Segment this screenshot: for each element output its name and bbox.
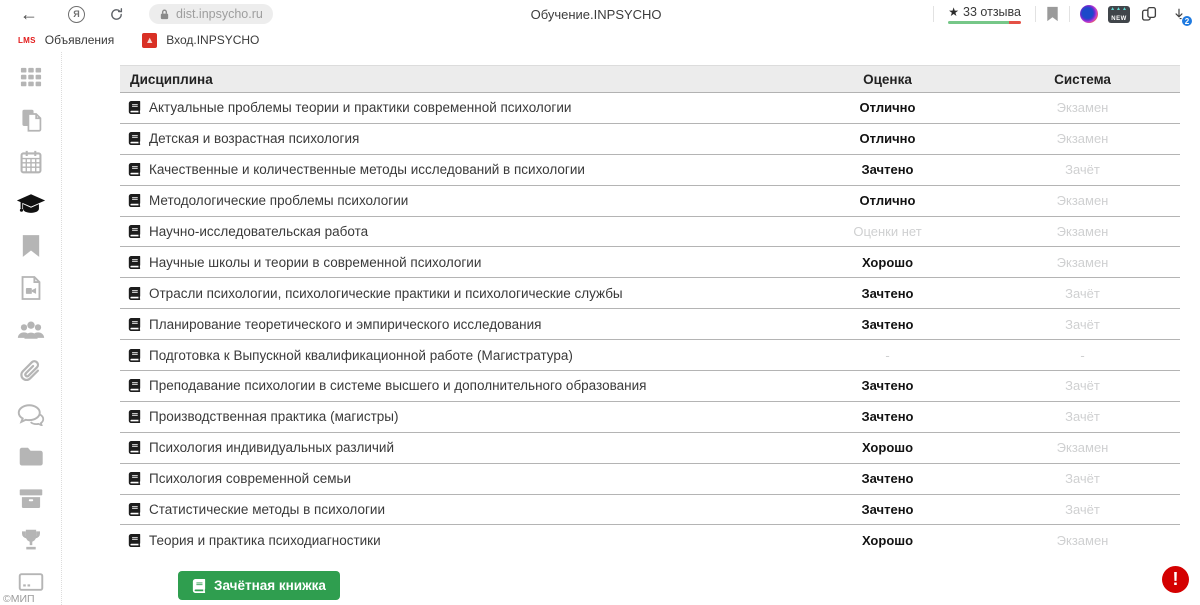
- card-icon[interactable]: [16, 568, 46, 596]
- grade-cell: Зачтено: [861, 285, 914, 301]
- yandex-browser-icon[interactable]: Я: [68, 6, 85, 23]
- divider: [1069, 6, 1070, 22]
- system-cell: Экзамен: [1056, 100, 1109, 116]
- browser-toolbar: [0, 0, 1200, 28]
- discipline-label: Производственная практика (магистры): [149, 409, 399, 425]
- lock-icon: [159, 8, 170, 21]
- reload-icon[interactable]: [105, 3, 127, 25]
- grades-table: [120, 65, 1180, 556]
- system-cell: -: [1080, 347, 1085, 363]
- system-cell: Экзамен: [1056, 254, 1109, 270]
- header-system: Система: [1054, 71, 1111, 87]
- divider: [1035, 6, 1036, 22]
- table-row[interactable]: [120, 309, 1180, 340]
- apps-grid-icon[interactable]: [16, 64, 46, 92]
- table-row[interactable]: [120, 278, 1180, 309]
- system-cell: Экзамен: [1056, 193, 1109, 209]
- divider: [933, 6, 934, 22]
- copyright-label: ©МИП: [3, 593, 35, 605]
- alert-notification-icon[interactable]: !: [1162, 566, 1189, 593]
- system-cell: Экзамен: [1056, 131, 1109, 147]
- discipline-label: Преподавание психологии в системе высшего и дополнительного образования: [149, 378, 647, 394]
- gradebook-button-label: Зачётная книжка: [214, 578, 326, 594]
- documents-icon[interactable]: [16, 106, 46, 134]
- bookmark-label: Объявления: [44, 33, 115, 47]
- table-row[interactable]: [120, 217, 1180, 248]
- book-icon: [128, 287, 141, 300]
- table-row[interactable]: [120, 495, 1180, 526]
- graduation-cap-icon[interactable]: [16, 190, 46, 218]
- discipline-label: Научно-исследовательская работа: [149, 224, 369, 239]
- grade-cell: Хорошо: [861, 254, 914, 270]
- system-cell: Зачёт: [1065, 409, 1100, 425]
- system-cell: Экзамен: [1056, 224, 1109, 239]
- table-row[interactable]: [120, 433, 1180, 464]
- header-grade: Оценка: [863, 71, 912, 87]
- discipline-label: Научные школы и теории в современной психологии: [149, 254, 482, 270]
- book-icon: [128, 379, 141, 392]
- bookmark-icon[interactable]: [16, 232, 46, 260]
- book-icon: [128, 472, 141, 485]
- grade-cell: Зачтено: [861, 316, 914, 332]
- reviews-count-label: 33 отзыва: [963, 4, 1021, 19]
- bookmark-item-login[interactable]: [142, 33, 259, 48]
- grade-cell: Отлично: [859, 100, 916, 116]
- table-body: [120, 93, 1180, 556]
- grade-cell: Отлично: [859, 193, 916, 209]
- table-row[interactable]: [120, 124, 1180, 155]
- reviews-rating-bar: [948, 21, 1021, 24]
- lms-favicon-icon: LMS: [18, 35, 36, 45]
- download-count-badge: 2: [1181, 15, 1193, 27]
- table-row[interactable]: [120, 186, 1180, 217]
- discipline-label: Планирование теоретического и эмпирического исследования: [149, 316, 542, 332]
- book-icon: [128, 132, 141, 145]
- site-reviews[interactable]: [944, 5, 1025, 24]
- table-row[interactable]: [120, 155, 1180, 186]
- book-icon: [128, 441, 141, 454]
- download-icon[interactable]: [1168, 3, 1190, 25]
- address-bar[interactable]: [149, 4, 273, 24]
- back-icon[interactable]: ←: [20, 4, 38, 24]
- discipline-label: Психология индивидуальных различий: [149, 440, 394, 456]
- book-icon: [128, 256, 141, 269]
- bookmark-flag-icon[interactable]: [1046, 6, 1059, 22]
- users-icon[interactable]: [16, 316, 46, 344]
- discipline-label: Психология современной семьи: [149, 471, 352, 487]
- sidebar: [0, 52, 62, 605]
- paperclip-icon[interactable]: [16, 358, 46, 386]
- bookmark-label: Вход.INPSYCHO: [166, 33, 260, 47]
- discipline-label: Детская и возрастная психология: [149, 131, 360, 147]
- table-row[interactable]: [120, 340, 1180, 371]
- discipline-label: Качественные и количественные методы исследований в психологии: [149, 162, 585, 178]
- header-discipline: Дисциплина: [130, 71, 213, 87]
- grade-cell: Зачтено: [861, 378, 914, 394]
- table-row[interactable]: [120, 247, 1180, 278]
- grade-cell: Зачтено: [861, 502, 914, 518]
- book-icon: [128, 503, 141, 516]
- book-icon: [192, 579, 206, 593]
- bookmark-item-announcements[interactable]: [18, 33, 114, 47]
- grade-cell: Зачтено: [861, 162, 914, 178]
- rating-negative-segment: [1009, 21, 1021, 24]
- grade-cell: Зачтено: [861, 409, 914, 425]
- discipline-label: Статистические методы в психологии: [149, 502, 385, 518]
- book-icon: [128, 225, 141, 238]
- page-title: Обучение.INPSYCHO: [530, 6, 662, 22]
- book-icon: [128, 349, 141, 362]
- system-cell: Зачёт: [1065, 471, 1100, 487]
- gradebook-button[interactable]: [178, 571, 340, 600]
- discipline-label: Отрасли психологии, психологические практики и психологические службы: [149, 285, 623, 301]
- grade-cell: -: [885, 347, 890, 363]
- discipline-label: Актуальные проблемы теории и практики современной психологии: [149, 100, 572, 116]
- system-cell: Зачёт: [1065, 316, 1100, 332]
- rating-positive-segment: [948, 21, 1009, 24]
- chat-icon[interactable]: [16, 400, 46, 428]
- mip-logo-icon: ▲: [142, 33, 157, 48]
- discipline-label: Теория и практика психодиагностики: [149, 533, 381, 549]
- video-file-icon[interactable]: [16, 274, 46, 302]
- bookmarks-bar: [0, 28, 1200, 52]
- discipline-label: Методологические проблемы психологии: [149, 193, 409, 209]
- url-text: dist.inpsycho.ru: [176, 7, 263, 21]
- table-header-row: [120, 65, 1180, 93]
- book-icon: [128, 534, 141, 547]
- folder-icon[interactable]: [16, 442, 46, 470]
- new-feature-icon[interactable]: ▲▲▲ NEW: [1108, 6, 1130, 23]
- book-icon: [128, 194, 141, 207]
- grade-cell: Зачтено: [861, 471, 914, 487]
- grade-cell: Хорошо: [861, 440, 914, 456]
- table-row[interactable]: [120, 402, 1180, 433]
- trophy-icon[interactable]: [16, 526, 46, 554]
- table-row[interactable]: [120, 464, 1180, 495]
- system-cell: Зачёт: [1065, 502, 1100, 518]
- book-icon: [128, 101, 141, 114]
- main-content: [62, 52, 1200, 605]
- star-icon: ★: [948, 4, 960, 19]
- system-cell: Зачёт: [1065, 378, 1100, 394]
- collections-icon[interactable]: [1140, 5, 1158, 23]
- grade-cell: Оценки нет: [853, 224, 922, 239]
- system-cell: Экзамен: [1056, 440, 1109, 456]
- grade-cell: Хорошо: [861, 533, 914, 549]
- book-icon: [128, 410, 141, 423]
- discipline-label: Подготовка к Выпускной квалификационной работе (Магистратура): [149, 347, 573, 363]
- book-icon: [128, 318, 141, 331]
- table-row[interactable]: [120, 371, 1180, 402]
- table-row[interactable]: [120, 525, 1180, 556]
- profile-avatar-icon[interactable]: [1080, 5, 1098, 23]
- book-icon: [128, 163, 141, 176]
- system-cell: Зачёт: [1065, 162, 1100, 178]
- archive-icon[interactable]: [16, 484, 46, 512]
- system-cell: Зачёт: [1065, 285, 1100, 301]
- system-cell: Экзамен: [1056, 533, 1109, 549]
- calendar-icon[interactable]: [16, 148, 46, 176]
- grade-cell: Отлично: [859, 131, 916, 147]
- table-row[interactable]: [120, 93, 1180, 124]
